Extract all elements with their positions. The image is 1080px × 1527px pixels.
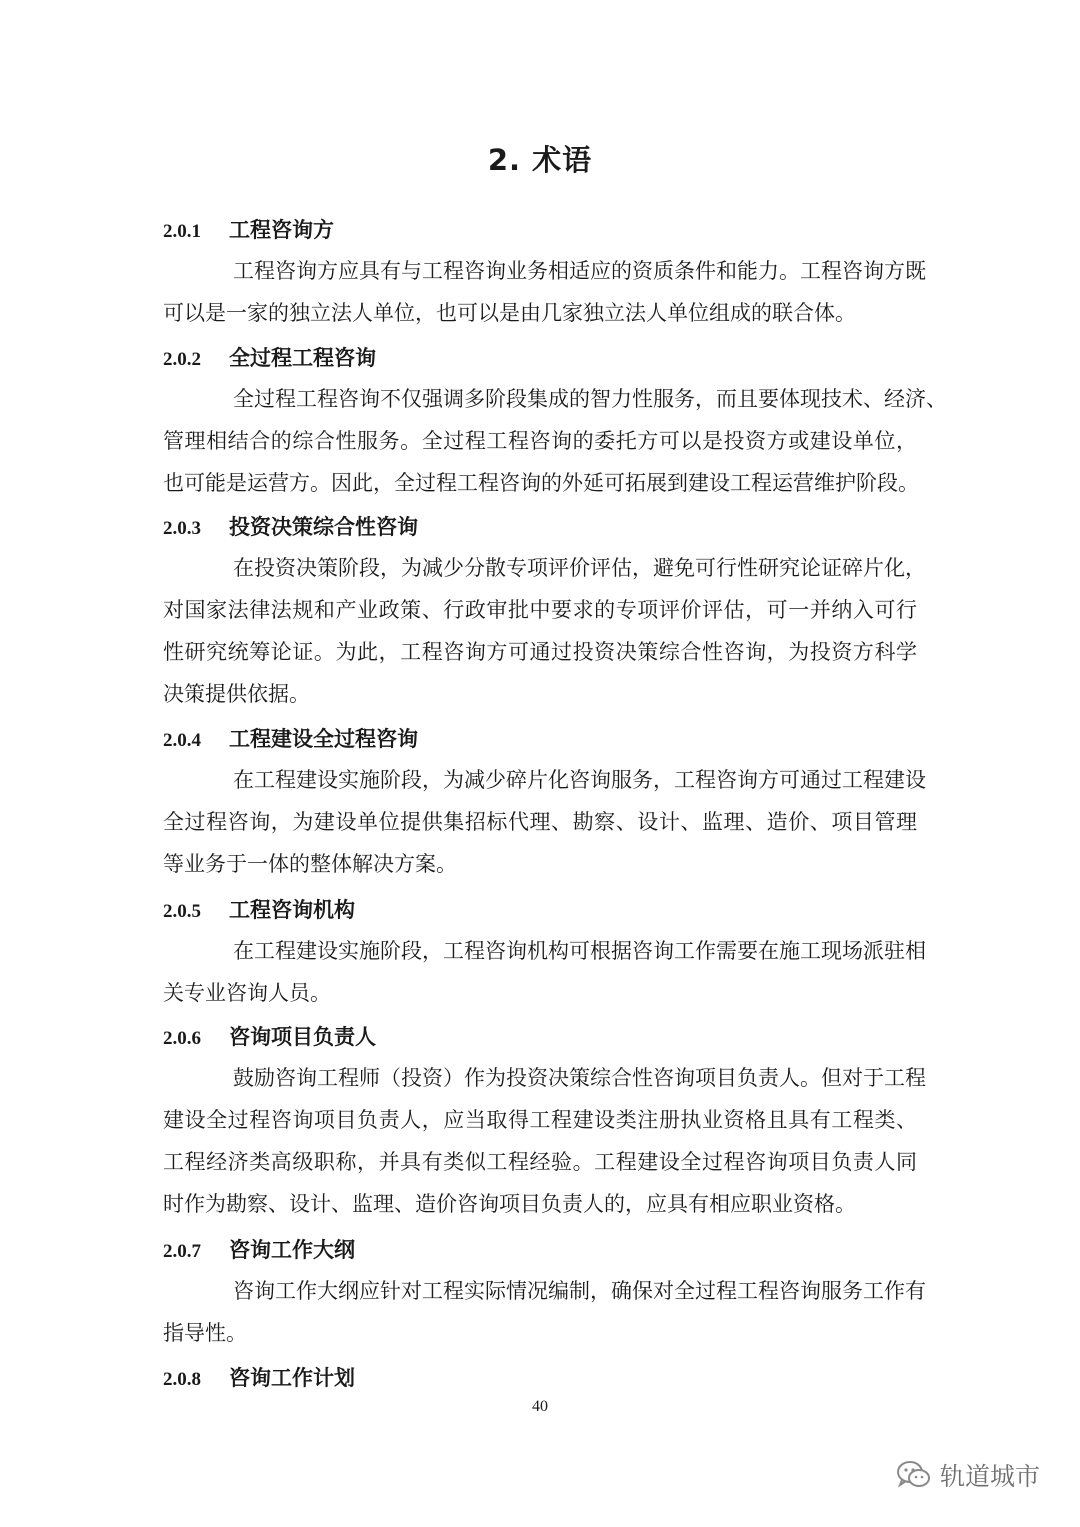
paragraph-line: 全过程咨询，为建设单位提供集招标代理、勘察、设计、监理、造价、项目管理 <box>163 810 917 834</box>
paragraph-line: 鼓励咨询工程师（投资）作为投资决策综合性咨询项目负责人。但对于工程 <box>233 1066 926 1090</box>
section-title: 咨询项目负责人 <box>229 1025 376 1049</box>
paragraph-line: 性研究统筹论证。为此，工程咨询方可通过投资决策综合性咨询，为投资方科学 <box>163 640 917 664</box>
paragraph-line: 全过程工程咨询不仅强调多阶段集成的智力性服务，而且要体现技术、经济、 <box>233 387 947 411</box>
paragraph-line: 时作为勘察、设计、监理、造价咨询项目负责人的，应具有相应职业资格。 <box>163 1192 856 1216</box>
section-heading <box>163 509 418 545</box>
paragraph-line: 也可能是运营方。因此，全过程工程咨询的外延可拓展到建设工程运营维护阶段。 <box>163 471 919 495</box>
section-heading <box>163 1232 355 1268</box>
paragraph-line: 咨询工作大纲应针对工程实际情况编制，确保对全过程工程咨询服务工作有 <box>233 1279 926 1303</box>
section-heading <box>163 892 355 928</box>
section-heading <box>163 1360 355 1396</box>
section-heading <box>163 1019 376 1055</box>
watermark-text: 轨道城市 <box>939 1462 1040 1491</box>
paragraph-line: 工程咨询方应具有与工程咨询业务相适应的资质条件和能力。工程咨询方既 <box>233 259 926 283</box>
section-title: 投资决策综合性咨询 <box>229 515 418 539</box>
section-number: 2.0.4 <box>163 730 201 751</box>
paragraph-line: 在工程建设实施阶段，为减少碎片化咨询服务，工程咨询方可通过工程建设 <box>233 768 926 792</box>
section-title: 咨询工作计划 <box>229 1366 355 1390</box>
section-heading <box>163 340 376 376</box>
chapter-title: 2. 术语 <box>487 143 593 177</box>
section-number: 2.0.7 <box>163 1241 201 1262</box>
page-number: 40 <box>532 1398 548 1415</box>
section-number: 2.0.5 <box>163 901 201 922</box>
section-title: 工程咨询机构 <box>229 898 355 922</box>
paragraph-line: 对国家法律法规和产业政策、行政审批中要求的专项评价评估，可一并纳入可行 <box>163 598 917 622</box>
section-number: 2.0.2 <box>163 349 201 370</box>
section-title: 工程建设全过程咨询 <box>229 727 418 751</box>
section-heading <box>163 721 418 757</box>
paragraph-line: 管理相结合的综合性服务。全过程工程咨询的委托方可以是投资方或建设单位， <box>163 429 917 453</box>
section-title: 工程咨询方 <box>229 218 334 242</box>
section-heading <box>163 212 334 248</box>
section-title: 全过程工程咨询 <box>229 346 376 370</box>
paragraph-line: 关专业咨询人员。 <box>163 981 331 1005</box>
paragraph-line: 可以是一家的独立法人单位，也可以是由几家独立法人单位组成的联合体。 <box>163 301 856 325</box>
paragraph-line: 工程经济类高级职称，并具有类似工程经验。工程建设全过程咨询项目负责人同 <box>163 1150 917 1174</box>
wechat-icon <box>896 1460 932 1490</box>
paragraph-line: 建设全过程咨询项目负责人，应当取得工程建设类注册执业资格且具有工程类、 <box>163 1108 917 1132</box>
paragraph-line: 等业务于一体的整体解决方案。 <box>163 852 457 876</box>
paragraph-line: 在工程建设实施阶段，工程咨询机构可根据咨询工作需要在施工现场派驻相 <box>233 939 926 963</box>
paragraph-line: 在投资决策阶段，为减少分散专项评价评估，避免可行性研究论证碎片化， <box>233 556 926 580</box>
watermark <box>896 1455 1040 1495</box>
paragraph-line: 决策提供依据。 <box>163 682 310 706</box>
section-number: 2.0.6 <box>163 1028 201 1049</box>
section-number: 2.0.1 <box>163 221 201 242</box>
paragraph-line: 指导性。 <box>163 1321 247 1345</box>
section-number: 2.0.3 <box>163 518 201 539</box>
section-title: 咨询工作大纲 <box>229 1238 355 1262</box>
section-number: 2.0.8 <box>163 1369 201 1390</box>
